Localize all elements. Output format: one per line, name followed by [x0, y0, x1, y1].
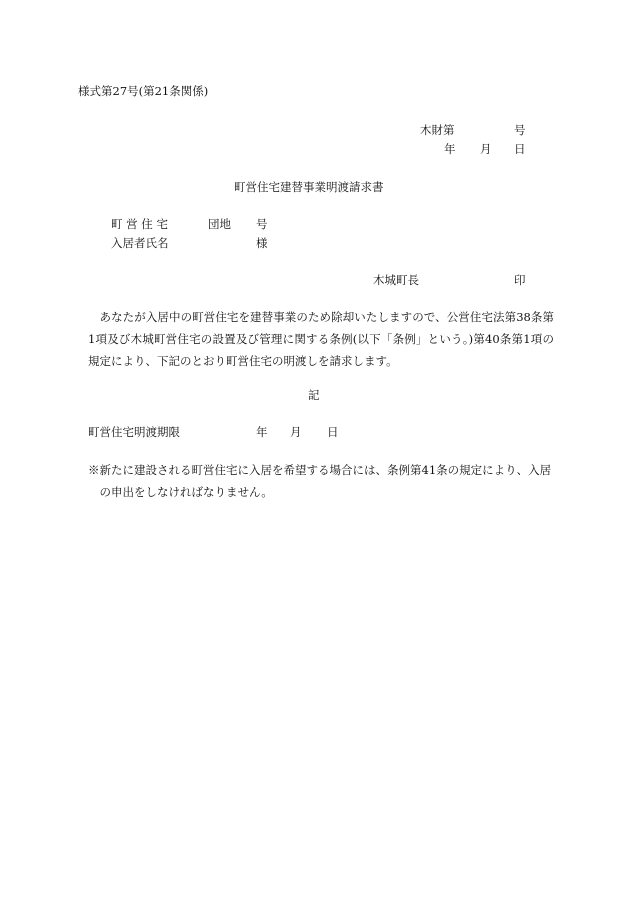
seal-mark: 印 [514, 273, 526, 287]
deadline-month: 月 [290, 425, 302, 439]
body-text: あなたが入居中の町営住宅を建替事業のため除却いたしますので、公営住宅法第38条第1項及び木城町営住宅の設置及び管理に関する条例(以下「条例」という。)第40条第1項の規定により、下記のとおり町営住宅の明渡しを請求します。 [88, 310, 554, 368]
deadline-year: 年 [256, 425, 268, 439]
date-year: 年 [444, 142, 456, 156]
resident-name-label: 入居者氏名 [111, 236, 169, 250]
document-title: 町営住宅建替事業明渡請求書 [234, 180, 384, 194]
deadline-label: 町営住宅明渡期限 [88, 425, 180, 439]
date-day: 日 [514, 142, 526, 156]
doc-number-suffix: 号 [514, 123, 526, 137]
body-paragraph [88, 306, 554, 372]
housing-label: 町 営 住 宅 [111, 217, 168, 231]
ki-heading: 記 [308, 388, 320, 402]
deadline-day: 日 [327, 425, 339, 439]
doc-number-prefix: 木財第 [420, 123, 455, 137]
unit-number-label: 号 [256, 217, 268, 231]
danchi-label: 団地 [208, 217, 231, 231]
date-month: 月 [480, 142, 492, 156]
issuer-name: 木城町長 [373, 273, 419, 287]
honorific-sama: 様 [256, 236, 268, 250]
note-text: ※新たに建設される町営住宅に入居を希望する場合には、条例第41条の規定により、入居の申出をしなければなりません。 [88, 463, 552, 499]
form-label: 様式第27号(第21条関係) [78, 84, 209, 98]
